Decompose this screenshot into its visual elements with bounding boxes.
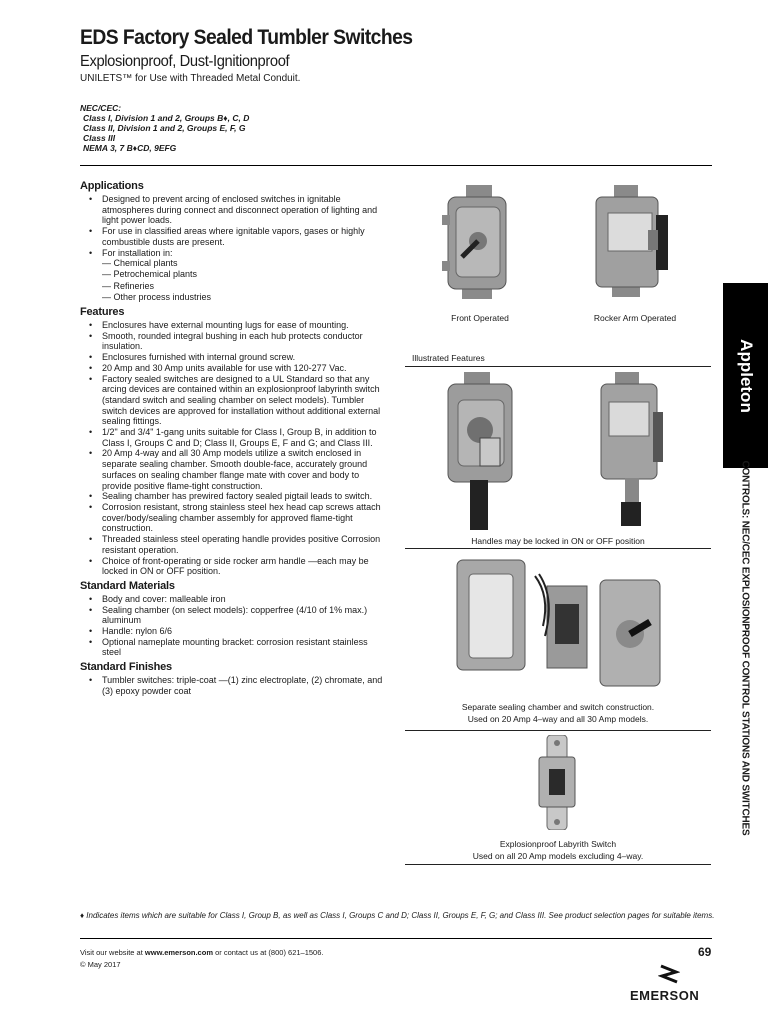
- website-link[interactable]: www.emerson.com: [144, 948, 213, 957]
- applications-list: [80, 194, 385, 303]
- list-item: • Body and cover: malleable iron: [80, 594, 385, 605]
- nec-cec-ratings: [80, 103, 249, 153]
- list-item: • 20 Amp and 30 Amp units available for use with 120-277 Vac.: [80, 363, 385, 374]
- divider: [405, 548, 711, 549]
- left-column: [80, 180, 385, 697]
- sublist-item: — Chemical plants: [102, 258, 178, 269]
- divider: [405, 864, 711, 865]
- contact-line: [80, 948, 323, 957]
- list-item: • Sealing chamber has prewired factory sealed pigtail leads to switch.: [80, 491, 385, 502]
- locked-switch-front-image: [440, 372, 530, 530]
- applications-heading: Applications: [80, 180, 144, 192]
- nec-line: NEMA 3, 7 B♦CD, 9EFG: [83, 143, 177, 153]
- materials-list: [80, 594, 385, 658]
- copyright-date: © May 2017: [80, 960, 121, 969]
- illustrated-features-label: Illustrated Features: [412, 353, 485, 363]
- sublist-item: — Other process industries: [102, 291, 212, 302]
- materials-heading: Standard Materials: [80, 579, 175, 592]
- page-title: EDS Factory Sealed Tumbler Switches: [80, 26, 413, 49]
- locked-switch-rocker-image: [595, 372, 675, 530]
- divider: [405, 730, 711, 731]
- list-item: • 1/2" and 3/4" 1-gang units suitable for Class I, Group B, in addition to Class I, Groups C and D; Class II, Groups E, F and G; and Class III.: [80, 427, 385, 448]
- appleton-logo: Appleton: [736, 338, 756, 413]
- labyrinth-switch-image: [535, 735, 580, 830]
- list-item: • Optional nameplate mounting bracket: corrosion resistant stainless steel: [80, 637, 385, 658]
- finishes-list: [80, 675, 385, 696]
- caption-rocker-arm: Rocker Arm Operated: [593, 313, 677, 323]
- list-item: [80, 248, 385, 304]
- page-subtitle-secondary: UNILETS™ for Use with Threaded Metal Conduit.: [80, 73, 301, 84]
- nec-line: Class II, Division 1 and 2, Groups E, F, G: [83, 123, 246, 133]
- list-item-text: For installation in:: [102, 247, 173, 258]
- page-subtitle: Explosionproof, Dust-Ignitionproof: [80, 53, 290, 70]
- caption-separate-sealing: [405, 701, 711, 725]
- features-list: [80, 320, 385, 577]
- sublist-item: — Refineries: [102, 280, 155, 291]
- list-item: • For use in classified areas where ignitable vapors, gases or highly combustible dusts are present.: [80, 226, 385, 247]
- caption-line: Explosionproof Labyrith Switch: [499, 839, 617, 849]
- list-item: • Designed to prevent arcing of enclosed switches in ignitable atmospheres during connect and disconnect operation of lighting and light power loads.: [80, 194, 385, 226]
- emerson-logo-icon: [658, 962, 680, 986]
- page-number: 69: [698, 945, 712, 959]
- features-heading: Features: [80, 306, 125, 319]
- list-item: • Corrosion resistant, strong stainless steel hex head cap screws attach cover/body/sealing chamber assembly for approved flame-tight construction.: [80, 502, 385, 534]
- list-item: • Sealing chamber (on select models): copperfree (4/10 of 1% max.) aluminum: [80, 605, 385, 626]
- sealing-chamber-construction-image: [455, 556, 670, 691]
- caption-line: Used on 20 Amp 4–way and all 30 Amp models.: [467, 714, 649, 724]
- top-divider: [80, 165, 712, 166]
- footnote: ♦ Indicates items which are suitable for Class I, Group B, as well as Class I, Groups C and D; Class II, Groups E, F, G; and Class III. See product selection pages for suitable items.: [80, 911, 715, 920]
- list-item: • Smooth, rounded integral bushing in each hub protects conductor insulation.: [80, 331, 385, 352]
- list-item: • Factory sealed switches are designed to a UL Standard so that any arcing devices are contained within an explosionproof labyrinth switch (standard switch and sealing chamber on select models). Tumbler switch devices are approved for installation without additional external sealing fittings.: [80, 374, 385, 428]
- contact-suffix: or contact us at (800) 621–1506.: [212, 948, 324, 957]
- finishes-heading: Standard Finishes: [80, 661, 172, 674]
- list-item: • Tumbler switches: triple-coat —(1) zinc electroplate, (2) chromate, and (3) epoxy powder coat: [80, 675, 385, 696]
- list-item: • Choice of front-operating or side rocker arm handle —each may be locked in ON or OFF position.: [80, 556, 385, 577]
- section-vertical-label: CONTROLS: NEC/CEC EXPLOSIONPROOF CONTROL STATIONS AND SWITCHES: [739, 460, 751, 836]
- caption-labyrinth-switch: [405, 838, 711, 862]
- divider: [405, 366, 711, 367]
- bottom-divider: [80, 938, 712, 939]
- brand-side-tab: [723, 283, 768, 468]
- caption-line: Separate sealing chamber and switch construction.: [461, 702, 655, 712]
- caption-line: Used on all 20 Amp models excluding 4–way.: [472, 851, 644, 861]
- list-item: • Handle: nylon 6/6: [80, 626, 385, 637]
- list-item: • Enclosures have external mounting lugs for ease of mounting.: [80, 320, 385, 331]
- installation-sublist: [102, 258, 385, 303]
- front-operated-switch-image: [440, 185, 520, 300]
- emerson-wordmark: EMERSON: [630, 988, 700, 1003]
- caption-locked-handles: Handles may be locked in ON or OFF position: [471, 536, 645, 546]
- nec-heading: NEC/CEC:: [80, 103, 122, 113]
- nec-line: Class III: [83, 133, 116, 143]
- list-item: • Threaded stainless steel operating handle provides positive Corrosion resistant operation.: [80, 534, 385, 555]
- nec-line: Class I, Division 1 and 2, Groups B♦, C, D: [83, 113, 250, 123]
- sublist-item: — Petrochemical plants: [102, 269, 198, 280]
- contact-prefix: Visit our website at: [80, 948, 145, 957]
- list-item: • Enclosures furnished with internal ground screw.: [80, 352, 385, 363]
- rocker-arm-switch-image: [590, 185, 675, 300]
- caption-front-operated: Front Operated: [451, 313, 509, 323]
- list-item: • 20 Amp 4-way and all 30 Amp models utilize a switch enclosed in separate sealing chamber. Smooth double-face, accurately ground surfaces on sealing chamber flange mate with cover and body to provide positive flame-tight construction.: [80, 448, 385, 491]
